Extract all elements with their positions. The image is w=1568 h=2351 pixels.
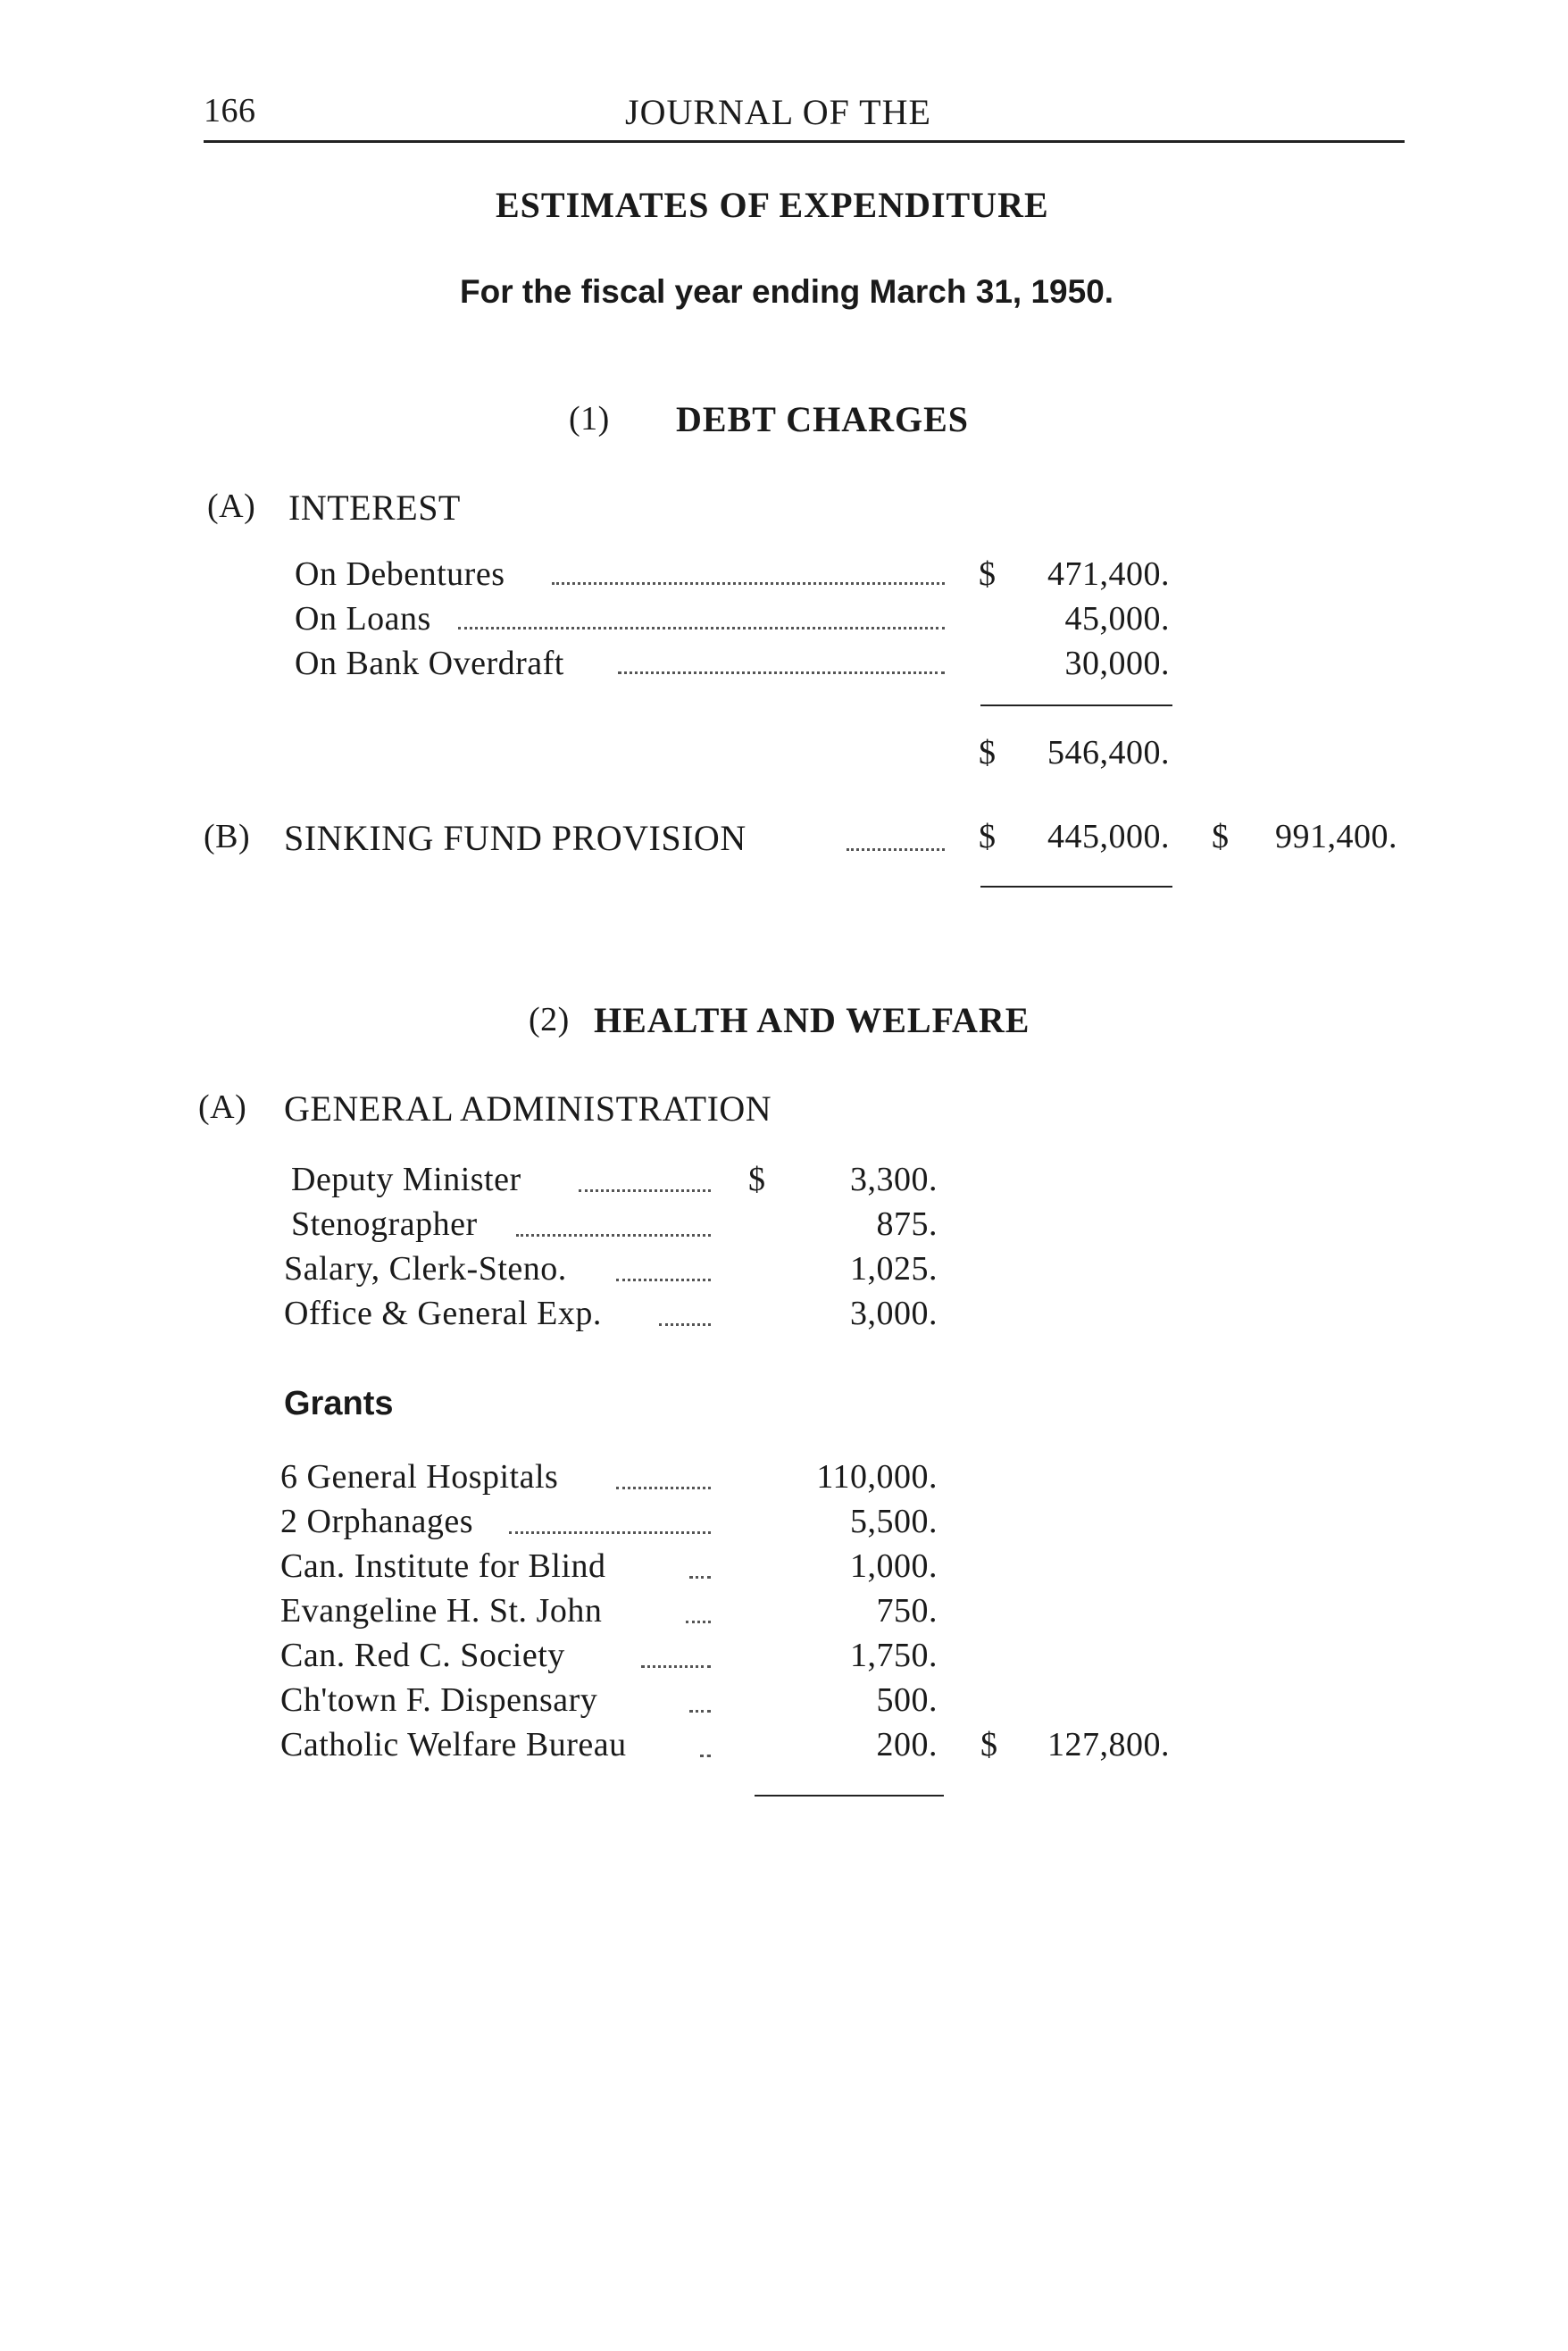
leader-dots bbox=[689, 1576, 711, 1579]
admin-item-label: Stenographer bbox=[291, 1205, 478, 1243]
total-rule bbox=[755, 1795, 944, 1797]
admin-item-amount: 3,000. bbox=[850, 1295, 938, 1332]
leader-dots bbox=[616, 1487, 711, 1489]
interest-subtotal-currency: $ bbox=[979, 734, 997, 771]
leader-dots bbox=[689, 1710, 711, 1713]
grant-item-amount: 1,750. bbox=[850, 1637, 938, 1674]
page-number: 166 bbox=[204, 92, 256, 129]
grant-item-label: Ch'town F. Dispensary bbox=[280, 1681, 598, 1719]
interest-subtotal: 546,400. bbox=[1047, 734, 1170, 771]
grant-item-amount: 110,000. bbox=[816, 1458, 938, 1496]
sinking-fund-amount: 445,000. bbox=[1047, 818, 1170, 855]
admin-item-label: Deputy Minister bbox=[291, 1161, 521, 1198]
section2-partA-letter: (A) bbox=[198, 1088, 247, 1126]
grant-item-label: 6 General Hospitals bbox=[280, 1458, 559, 1496]
section1-partA-title: INTEREST bbox=[288, 488, 461, 528]
leader-dots bbox=[616, 1279, 711, 1281]
interest-item-amount: 471,400. bbox=[1047, 555, 1170, 593]
section1-partB-title: SINKING FUND PROVISION bbox=[284, 818, 746, 858]
section2-heading: HEALTH AND WELFARE bbox=[594, 1000, 1030, 1040]
grant-item-amount: 500. bbox=[876, 1681, 938, 1719]
interest-item-amount: 30,000. bbox=[1064, 645, 1170, 682]
interest-item-amount: 45,000. bbox=[1064, 600, 1170, 638]
debt-charges-total-currency: $ bbox=[1212, 818, 1230, 855]
grant-item-amount: 750. bbox=[876, 1592, 938, 1630]
interest-item-label: On Bank Overdraft bbox=[295, 645, 564, 682]
admin-item-label: Office & General Exp. bbox=[284, 1295, 602, 1332]
health-welfare-total-currency: $ bbox=[980, 1726, 998, 1763]
grants-heading: Grants bbox=[284, 1385, 394, 1422]
admin-item-currency: $ bbox=[748, 1161, 766, 1198]
section1-heading: DEBT CHARGES bbox=[676, 399, 970, 439]
page-subtitle: For the fiscal year ending March 31, 1950. bbox=[460, 273, 1114, 310]
section1-partB-letter: (B) bbox=[204, 818, 251, 855]
grant-item-amount: 5,500. bbox=[850, 1503, 938, 1540]
total-rule bbox=[980, 886, 1172, 888]
leader-dots bbox=[700, 1755, 711, 1757]
grant-item-label: Catholic Welfare Bureau bbox=[280, 1726, 627, 1763]
leader-dots bbox=[516, 1234, 711, 1237]
page-title: ESTIMATES OF EXPENDITURE bbox=[496, 185, 1049, 225]
admin-item-label: Salary, Clerk-Steno. bbox=[284, 1250, 567, 1288]
leader-dots bbox=[552, 582, 945, 585]
leader-dots bbox=[659, 1323, 711, 1326]
section2-partA-title: GENERAL ADMINISTRATION bbox=[284, 1088, 772, 1129]
sinking-fund-currency: $ bbox=[979, 818, 997, 855]
interest-item-label: On Loans bbox=[295, 600, 431, 638]
subtotal-rule bbox=[980, 704, 1172, 706]
leader-dots bbox=[458, 627, 945, 629]
admin-item-amount: 1,025. bbox=[850, 1250, 938, 1288]
health-welfare-total: 127,800. bbox=[1047, 1726, 1170, 1763]
grant-item-label: Evangeline H. St. John bbox=[280, 1592, 603, 1630]
leader-dots bbox=[618, 671, 945, 674]
debt-charges-total: 991,400. bbox=[1275, 818, 1397, 855]
admin-item-amount: 3,300. bbox=[850, 1161, 938, 1198]
interest-item-label: On Debentures bbox=[295, 555, 505, 593]
admin-item-amount: 875. bbox=[876, 1205, 938, 1243]
grant-item-amount: 1,000. bbox=[850, 1547, 938, 1585]
leader-dots bbox=[509, 1531, 711, 1534]
running-title: JOURNAL OF THE bbox=[625, 92, 931, 132]
section2-number: (2) bbox=[529, 1001, 570, 1038]
grant-item-label: 2 Orphanages bbox=[280, 1503, 473, 1540]
interest-item-currency: $ bbox=[979, 555, 997, 593]
leader-dots bbox=[641, 1665, 711, 1668]
leader-dots bbox=[847, 848, 945, 851]
section1-number: (1) bbox=[569, 400, 610, 438]
section1-partA-letter: (A) bbox=[207, 488, 256, 525]
leader-dots bbox=[579, 1189, 711, 1192]
grant-item-amount: 200. bbox=[876, 1726, 938, 1763]
grant-item-label: Can. Institute for Blind bbox=[280, 1547, 606, 1585]
grant-item-label: Can. Red C. Society bbox=[280, 1637, 565, 1674]
header-rule bbox=[204, 140, 1405, 143]
leader-dots bbox=[686, 1621, 711, 1623]
